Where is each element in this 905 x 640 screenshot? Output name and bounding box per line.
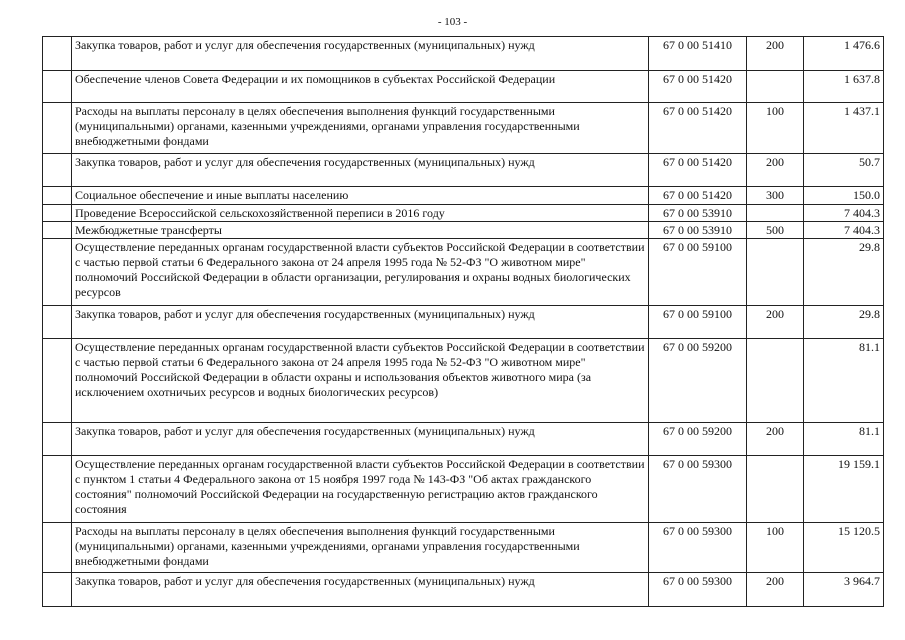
expense-type: 200 [747, 37, 804, 71]
target-code: 67 0 00 53910 [649, 205, 747, 222]
item-name: Закупка товаров, работ и услуг для обеспечения государственных (муниципальных) нужд [72, 573, 649, 607]
table-row [43, 222, 884, 239]
target-code: 67 0 00 59100 [649, 306, 747, 339]
table-row [43, 103, 884, 154]
item-name: Закупка товаров, работ и услуг для обеспечения государственных (муниципальных) нужд [72, 154, 649, 187]
amount: 7 404.3 [804, 222, 884, 239]
expense-type: 100 [747, 103, 804, 154]
table-row [43, 573, 884, 607]
expense-type [747, 339, 804, 423]
expense-type [747, 71, 804, 103]
target-code: 67 0 00 51420 [649, 154, 747, 187]
target-code: 67 0 00 59300 [649, 523, 747, 573]
blank-cell [43, 205, 72, 222]
expense-type [747, 456, 804, 523]
table-row [43, 456, 884, 523]
target-code: 67 0 00 59300 [649, 456, 747, 523]
item-name: Социальное обеспечение и иные выплаты населению [72, 187, 649, 205]
expense-type [747, 239, 804, 306]
blank-cell [43, 154, 72, 187]
target-code: 67 0 00 59100 [649, 239, 747, 306]
table-row [43, 423, 884, 456]
item-name: Закупка товаров, работ и услуг для обеспечения государственных (муниципальных) нужд [72, 423, 649, 456]
item-name: Расходы на выплаты персоналу в целях обеспечения выполнения функций государственными (муниципальными) органами, казенными учреждениями, органами управления государственными внебюджетными фондами [72, 523, 649, 573]
table-row [43, 339, 884, 423]
item-name: Расходы на выплаты персоналу в целях обеспечения выполнения функций государственными (муниципальными) органами, казенными учреждениями, органами управления государственными внебюджетными фондами [72, 103, 649, 154]
blank-cell [43, 239, 72, 306]
blank-cell [43, 423, 72, 456]
blank-cell [43, 523, 72, 573]
budget-table [42, 36, 884, 607]
amount: 1 637.8 [804, 71, 884, 103]
blank-cell [43, 37, 72, 71]
amount: 29.8 [804, 306, 884, 339]
item-name: Проведение Всероссийской сельскохозяйственной переписи в 2016 году [72, 205, 649, 222]
expense-type: 300 [747, 187, 804, 205]
target-code: 67 0 00 59300 [649, 573, 747, 607]
blank-cell [43, 222, 72, 239]
target-code: 67 0 00 59200 [649, 423, 747, 456]
table-row [43, 154, 884, 187]
expense-type: 500 [747, 222, 804, 239]
target-code: 67 0 00 51420 [649, 71, 747, 103]
item-name: Межбюджетные трансферты [72, 222, 649, 239]
item-name: Осуществление переданных органам государственной власти субъектов Российской Федерации в соответствии с пунктом 1 статьи 4 Федерального закона от 15 ноября 1997 года № 143-ФЗ "Об актах гражданского состояния" полномочий Российской Федерации на государственную регистрацию актов гражданского состояния [72, 456, 649, 523]
item-name: Осуществление переданных органам государственной власти субъектов Российской Федерации в соответствии с частью первой статьи 6 Федерального закона от 24 апреля 1995 года № 52-ФЗ "О животном мире" полномочий Российской Федерации в области охраны и использования объектов животного мира (за исключением охотничьих ресурсов и водных биологических ресурсов) [72, 339, 649, 423]
amount: 1 437.1 [804, 103, 884, 154]
blank-cell [43, 71, 72, 103]
page-number: - 103 - [437, 16, 468, 28]
expense-type: 200 [747, 423, 804, 456]
expense-type [747, 205, 804, 222]
item-name: Обеспечение членов Совета Федерации и их помощников в субъектах Российской Федерации [72, 71, 649, 103]
table-row [43, 205, 884, 222]
amount: 3 964.7 [804, 573, 884, 607]
target-code: 67 0 00 51420 [649, 103, 747, 154]
expense-type: 100 [747, 523, 804, 573]
table-row [43, 37, 884, 71]
amount: 150.0 [804, 187, 884, 205]
target-code: 67 0 00 59200 [649, 339, 747, 423]
expense-type: 200 [747, 306, 804, 339]
item-name: Закупка товаров, работ и услуг для обеспечения государственных (муниципальных) нужд [72, 306, 649, 339]
expense-type: 200 [747, 154, 804, 187]
amount: 29.8 [804, 239, 884, 306]
table-row [43, 187, 884, 205]
amount: 81.1 [804, 423, 884, 456]
blank-cell [43, 103, 72, 154]
expense-type: 200 [747, 573, 804, 607]
table-row [43, 71, 884, 103]
target-code: 67 0 00 51420 [649, 187, 747, 205]
item-name: Осуществление переданных органам государственной власти субъектов Российской Федерации в соответствии с частью первой статьи 6 Федерального закона от 24 апреля 1995 года № 52-ФЗ "О животном мире" полномочий Российской Федерации в области организации, регулирования и охраны водных биологических ресурсов [72, 239, 649, 306]
amount: 1 476.6 [804, 37, 884, 71]
amount: 7 404.3 [804, 205, 884, 222]
table-row [43, 239, 884, 306]
blank-cell [43, 339, 72, 423]
amount: 15 120.5 [804, 523, 884, 573]
blank-cell [43, 573, 72, 607]
blank-cell [43, 456, 72, 523]
amount: 81.1 [804, 339, 884, 423]
target-code: 67 0 00 51410 [649, 37, 747, 71]
item-name: Закупка товаров, работ и услуг для обеспечения государственных (муниципальных) нужд [72, 37, 649, 71]
table-row [43, 306, 884, 339]
amount: 50.7 [804, 154, 884, 187]
amount: 19 159.1 [804, 456, 884, 523]
target-code: 67 0 00 53910 [649, 222, 747, 239]
blank-cell [43, 187, 72, 205]
blank-cell [43, 306, 72, 339]
table-row [43, 523, 884, 573]
